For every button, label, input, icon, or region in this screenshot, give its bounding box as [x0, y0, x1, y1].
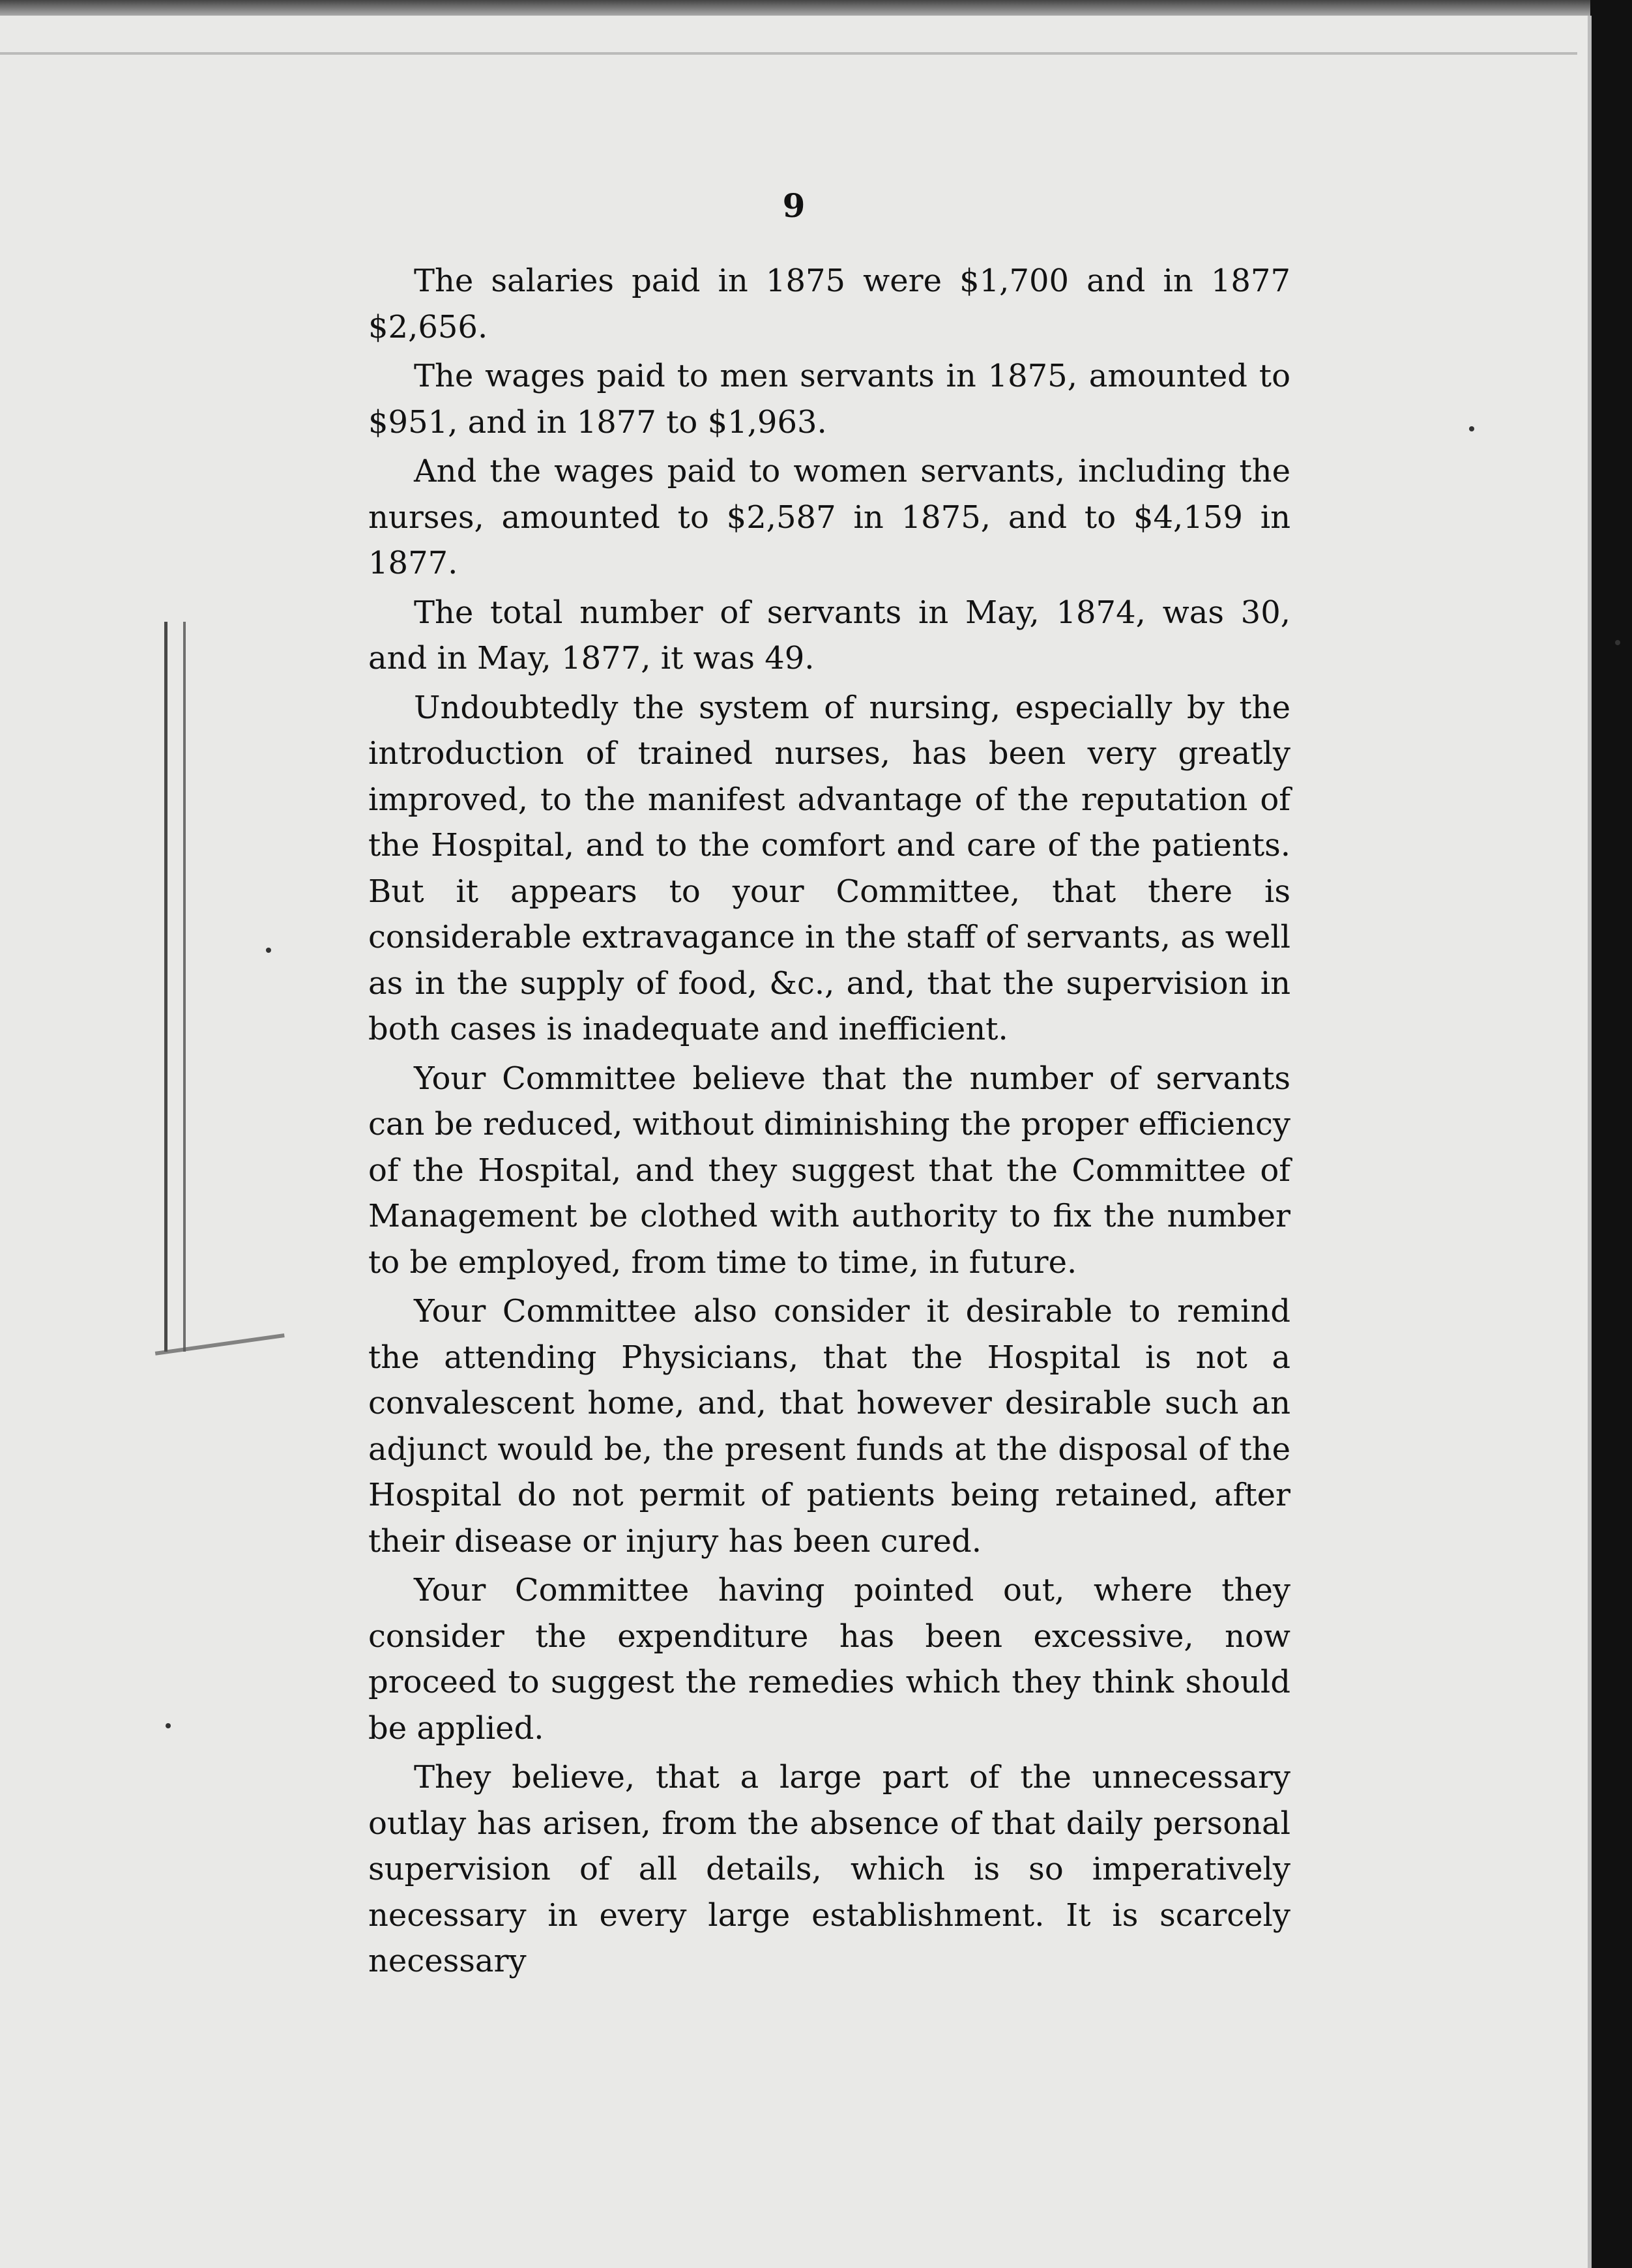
- page-top-rule: [0, 52, 1577, 55]
- paragraph: Your Committee also consider it desirable to remind the attending Physicians, that the Hospital is not a convalescent home, and, that however desirable such an adjunct would be, the present funds at the disposal of the Hospital do not permit of patients being retained, after their disease or injury has been cured.: [368, 1293, 1290, 1560]
- paragraph: Your Committee having pointed out, where they consider the expenditure has been excessive, now proceed to suggest the remedies which they think should be applied.: [368, 1572, 1290, 1747]
- paragraph: The salaries paid in 1875 were $1,700 and in 1877 $2,656.: [368, 263, 1290, 345]
- ink-speck: [266, 948, 271, 953]
- paragraph: And the wages paid to women servants, including the nurses, amounted to $2,587 in 1875, and to $4,159 in 1877.: [368, 453, 1290, 581]
- paragraph: The total number of servants in May, 1874, was 30, and in May, 1877, it was 49.: [368, 594, 1290, 676]
- ink-speck: [1615, 640, 1620, 645]
- paragraph: Your Committee believe that the number of servants can be reduced, without diminishing the proper efficiency of the Hospital, and they suggest that the Committee of Management be clothed with authority to fix the number to be employed, from time to time, in future.: [368, 1060, 1290, 1281]
- document-page: [0, 16, 1592, 2268]
- paragraph: Undoubtedly the system of nursing, especially by the introduction of trained nurses, has been very greatly improved, to the manifest advantage of the reputation of the Hospital, and to the comfort and care of the patients. But it appears to your Committee, that there is considerable extravagance in the staff of servants, as well as in the supply of food, &c., and, that the supervision in both cases is inadequate and inefficient.: [368, 689, 1290, 1047]
- body-text: [368, 258, 1290, 1988]
- ink-speck: [166, 1723, 171, 1728]
- paragraph: They believe, that a large part of the unnecessary outlay has arisen, from the absence of that daily personal supervision of all details, which is so imperatively necessary in every large establishment. It is scarcely necessary: [368, 1759, 1290, 1979]
- page-number: 9: [782, 186, 806, 225]
- paragraph: The wages paid to men servants in 1875, amounted to $951, and in 1877 to $1,963.: [368, 358, 1290, 441]
- ink-speck: [1469, 426, 1474, 431]
- margin-bracket-mark: [164, 622, 186, 1352]
